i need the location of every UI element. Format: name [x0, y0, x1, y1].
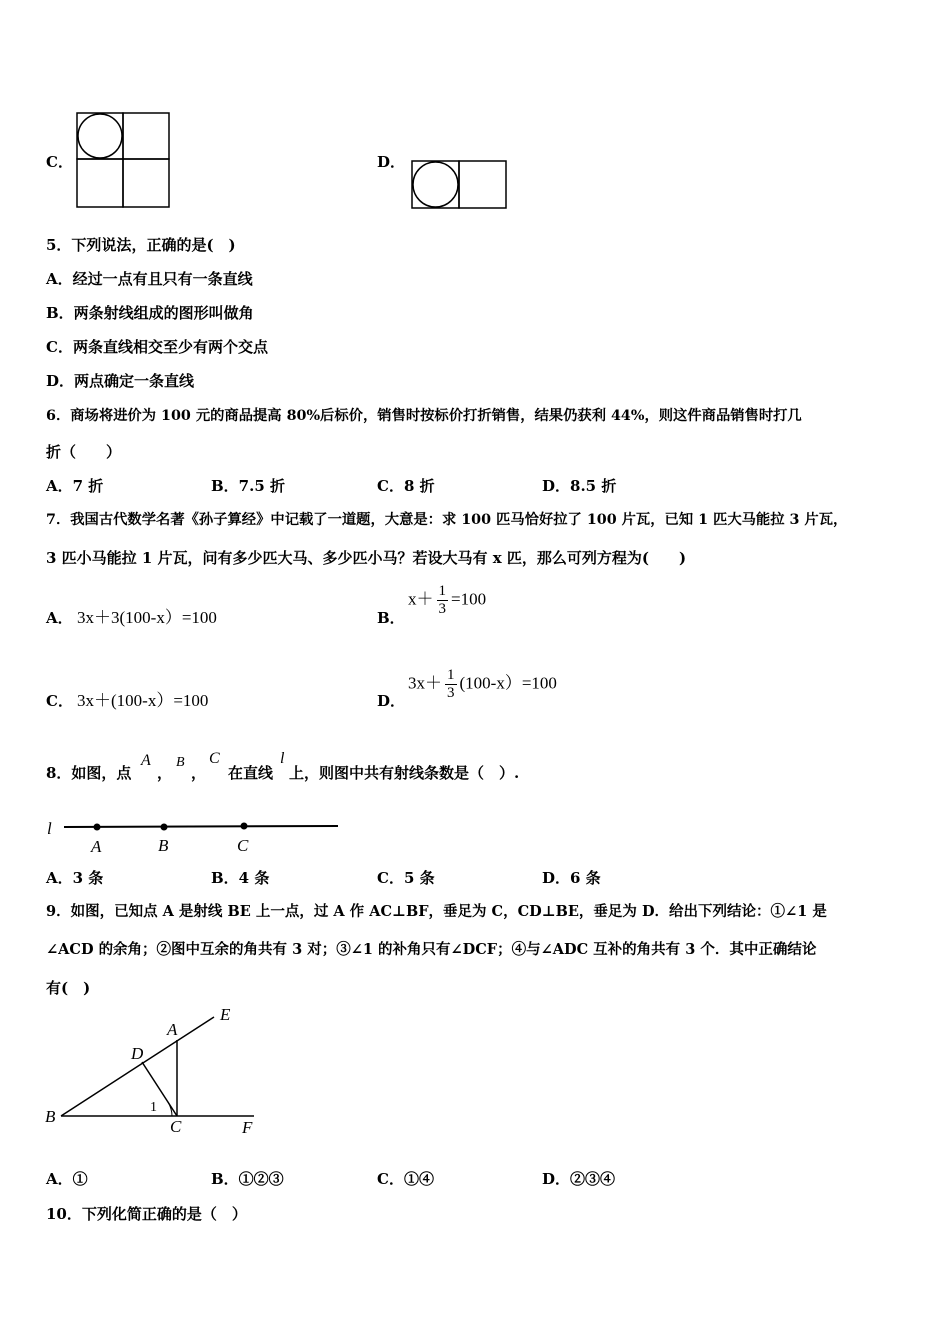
q8-point-c-dot	[241, 823, 248, 830]
q9-stem-line3: 有( )	[46, 979, 91, 997]
q8-option-a: A．3 条	[46, 869, 104, 887]
q7-d-fraction	[445, 668, 457, 701]
q8-figure-label-a: A	[91, 837, 102, 856]
q6-stem-line2: 折（ ）	[46, 443, 122, 461]
q7-option-b-equation	[408, 584, 486, 617]
q9-label-f: F	[242, 1118, 253, 1137]
q6-option-b: B．7.5 折	[211, 477, 285, 495]
q8-point-c: C	[209, 750, 220, 767]
q9-stem-line1: 9．如图，已知点 A 是射线 BE 上一点，过 A 作 AC⊥BF，垂足为 C，CD⊥BE，垂足为 D．给出下列结论：①∠1 是	[46, 903, 827, 920]
q6-option-d: D．8.5 折	[542, 477, 617, 495]
q6-option-c: C．8 折	[377, 477, 435, 495]
c-square-top-right	[123, 113, 169, 159]
q7-option-c-label: C．	[46, 692, 73, 710]
q8-figure-label-c: C	[237, 836, 249, 855]
q6-stem-line1: 6．商场将进价为 100 元的商品提高 80%后标价，销售时按标价打折销售，结果仍获利 44%，则这件商品销售时打几	[46, 408, 802, 424]
q9-option-b: B．①②③	[211, 1170, 284, 1188]
d-square-right	[459, 161, 506, 208]
q7-b-numerator: 1	[438, 583, 446, 599]
q9-segment-cd	[142, 1062, 177, 1116]
q6-option-a: A．7 折	[46, 477, 104, 495]
q9-figure	[44, 1005, 274, 1140]
q9-label-d: D	[131, 1044, 144, 1063]
q9-label-b: B	[45, 1107, 56, 1126]
q7-d-denominator: 3	[447, 684, 455, 701]
q8-option-c: C．5 条	[377, 869, 435, 887]
q7-stem-line2: 3 匹小马能拉 1 片瓦，问有多少匹大马、多少匹小马？若设大马有 x 匹，那么可列方程为( )	[46, 549, 687, 567]
q9-stem-line2: ∠ACD 的余角；②图中互余的角共有 3 对；③∠1 的补角只有∠DCF；④与∠ADC 互补的角共有 3 个．其中正确结论	[46, 941, 817, 958]
q5-option-a: A．经过一点有且只有一条直线	[46, 270, 253, 288]
q7-option-b-label: B．	[377, 609, 405, 627]
q7-b-denominator: 3	[438, 600, 446, 617]
q10-stem: 10．下列化简正确的是（ ）	[46, 1205, 247, 1223]
c-square-bottom-left	[77, 159, 123, 207]
q9-label-angle-1: 1	[150, 1100, 157, 1115]
q7-option-d-label: D．	[377, 692, 406, 710]
c-square-bottom-right	[123, 159, 169, 207]
q7-d-numerator: 1	[447, 667, 455, 683]
q8-figure-label-l: l	[47, 819, 52, 838]
q9-ray-be	[61, 1017, 214, 1116]
q7-d-pre: 3x＋	[408, 673, 442, 693]
q8-option-b: B．4 条	[211, 869, 270, 887]
q7-option-d-equation	[408, 668, 557, 701]
q7-option-a-equation: 3x＋3(100-x）=100	[77, 608, 217, 627]
q8-stem-start: 8．如图，点	[46, 764, 132, 782]
q7-stem-line1: 7．我国古代数学名著《孙子算经》中记载了一道题，大意是：求 100 匹马恰好拉了 100 片瓦，已知 1 匹大马能拉 3 片瓦，	[46, 512, 848, 528]
q8-line-l-stroke	[64, 826, 338, 827]
q8-stem-end: 上，则图中共有射线条数是（ ）.	[289, 764, 520, 782]
q7-b-fraction	[437, 584, 449, 617]
q7-option-c-equation: 3x＋(100-x）=100	[77, 691, 209, 710]
q5-option-b: B．两条射线组成的图形叫做角	[46, 304, 254, 322]
q8-line-l: l	[280, 750, 285, 767]
q7-option-a-label: A．	[46, 609, 73, 627]
q8-point-b: B	[176, 755, 185, 770]
q9-label-e: E	[220, 1005, 231, 1024]
q8-point-a-dot	[94, 824, 101, 831]
q8-comma-2: ，	[191, 764, 207, 782]
q4-option-d-figure	[411, 160, 509, 210]
q8-figure	[44, 815, 344, 857]
c-circle	[78, 114, 122, 158]
q8-point-a: A	[141, 752, 151, 769]
q8-option-d: D．6 条	[542, 869, 601, 887]
q7-b-post: =100	[451, 589, 487, 609]
q7-b-pre: x＋	[408, 589, 434, 609]
q5-option-c: C．两条直线相交至少有两个交点	[46, 338, 268, 356]
q9-option-a: A．①	[46, 1170, 88, 1188]
q9-label-a: A	[167, 1020, 178, 1039]
q9-label-c: C	[170, 1117, 182, 1136]
q9-option-d: D．②③④	[542, 1170, 616, 1188]
q5-option-d: D．两点确定一条直线	[46, 372, 195, 390]
q9-option-c: C．①④	[377, 1170, 434, 1188]
q8-stem-mid: 在直线	[228, 764, 274, 782]
q5-stem: 5．下列说法，正确的是( )	[46, 236, 236, 254]
q8-figure-label-b: B	[158, 836, 169, 855]
q8-comma-1: ，	[157, 764, 173, 782]
q7-d-post: (100-x）=100	[459, 673, 557, 693]
q8-point-b-dot	[161, 824, 168, 831]
q4-option-c-figure	[76, 112, 172, 210]
q4-option-d-label: D．	[377, 153, 406, 171]
d-circle	[413, 162, 458, 207]
q4-option-c-label: C．	[46, 153, 73, 171]
